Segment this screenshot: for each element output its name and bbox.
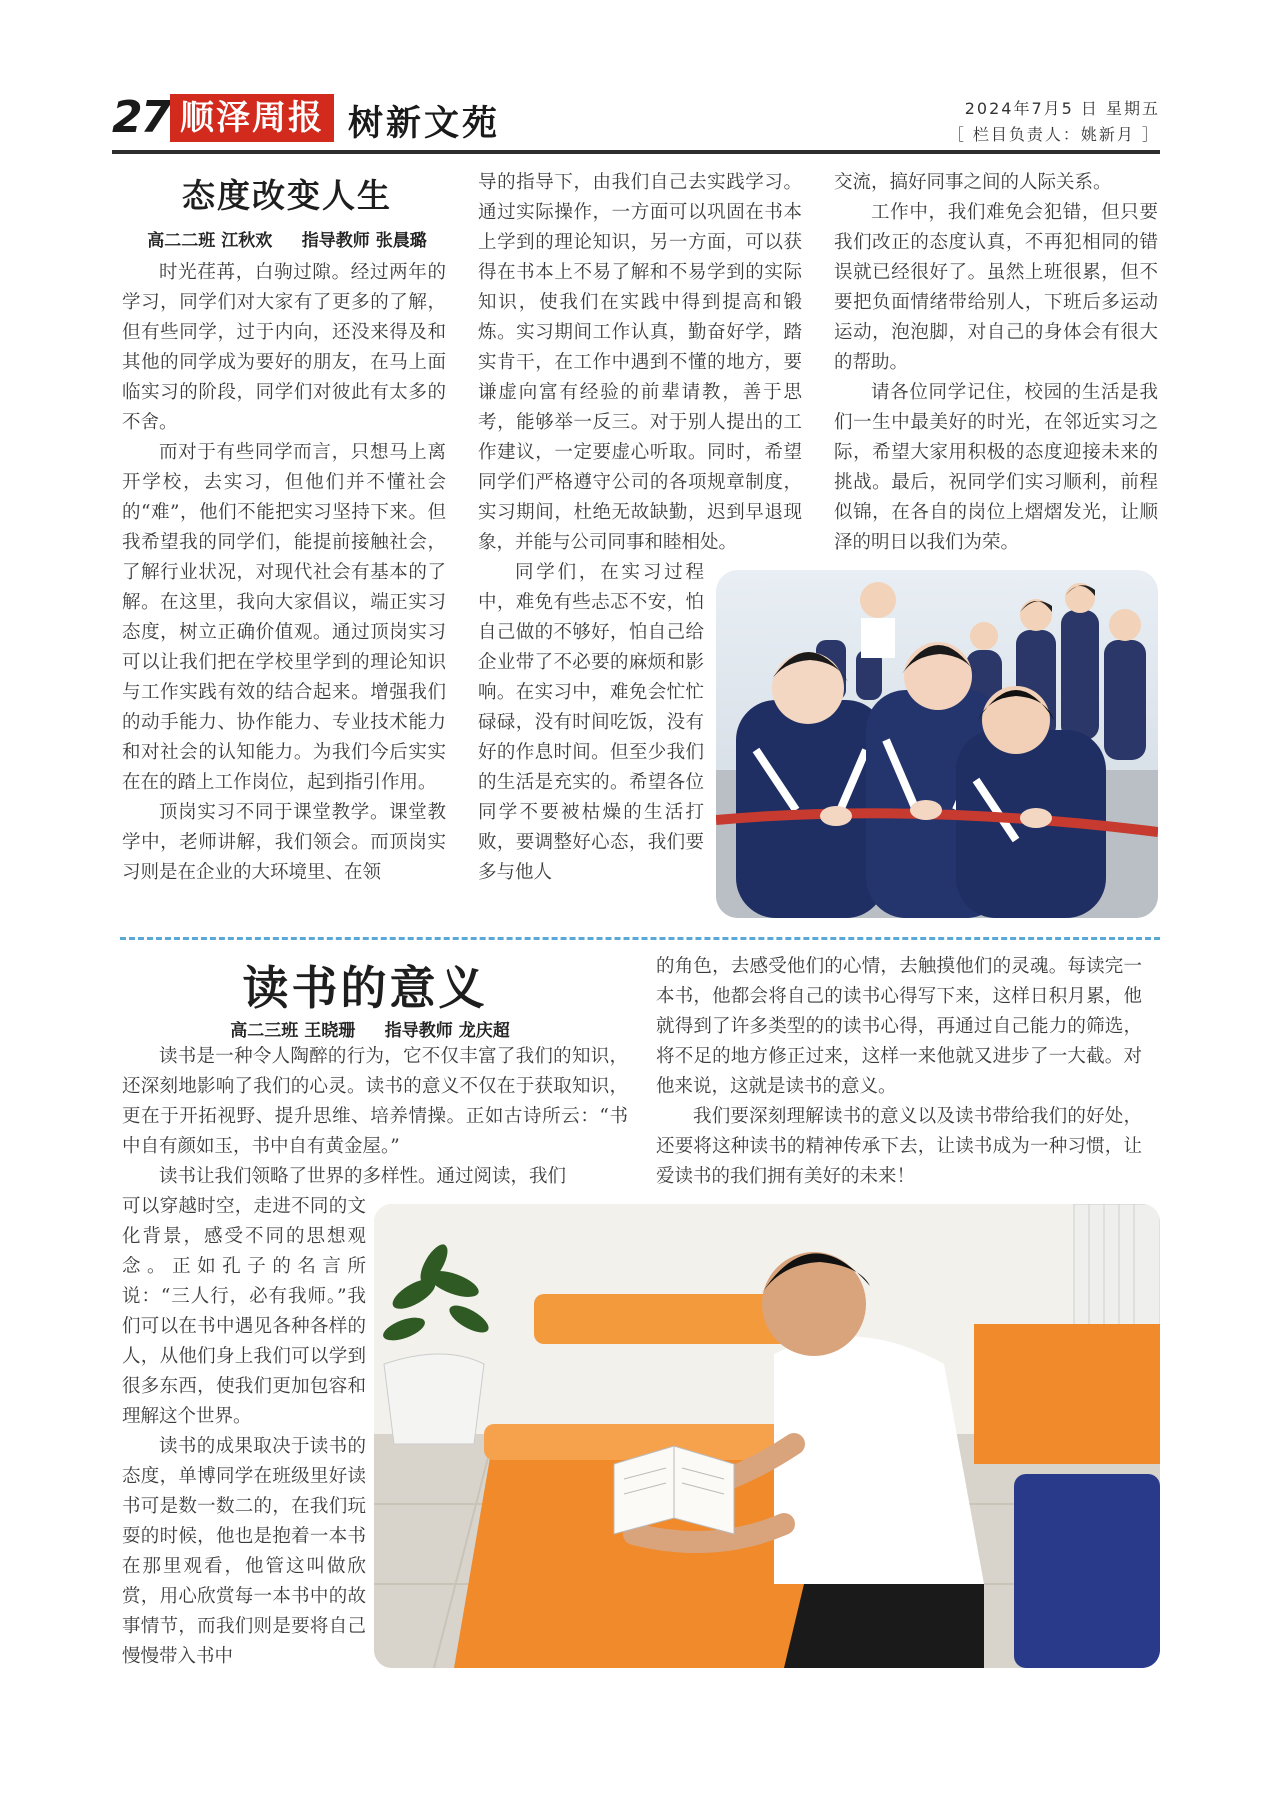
article1-byline: 高二二班 江秋欢 指导教师 张晨璐 [147,231,427,251]
article1-column-3 [834,168,1158,558]
column-editor: ［ 栏目负责人：姚新月 ］ [947,125,1160,144]
paragraph: 导的指导下，由我们自己去实践学习。通过实际操作，一方面可以巩固在书本上学到的理论知识，另一方面，可以获得在书本上不易了解和不易学到的实际知识，使我们在实践中得到提高和锻炼。实习期间工作认真，勤奋好学，踏实肯干，在工作中遇到不懂的地方，要谦虚向富有经验的前辈请教，善于思考，能够举一反三。对于别人提出的工作建议，一定要虚心听取。同时，希望同学们严格遵守公司的各项规章制度，实习期间，杜绝无故缺勤，迟到早退现象，并能与公司同事和睦相处。 [478,172,802,553]
issue-date: 2024年7月5 日 星期五 [964,99,1160,118]
section-divider [120,937,1160,940]
paragraph: 工作中，我们难免会犯错，但只要我们改正的态度认真，不再犯相同的错误就已经很好了。虽然上班很累，但不要把负面情绪带给别人，下班后多运动运动，泡泡脚，对自己的身体会有很大的帮助。 [834,202,1158,373]
article2-right-column [656,952,1142,1192]
paragraph: 请各位同学记住，校园的生活是我们一生中最美好的时光，在邻近实习之际，希望大家用积极的态度迎接未来的挑战。最后，祝同学们实习顺利，前程似锦，在各自的岗位上熠熠发光，让顺泽的明日以我们为荣。 [834,382,1158,553]
page-number: 27 [112,92,170,143]
article1-title: 态度改变人生 [182,176,392,215]
paragraph: 的角色，去感受他们的心情，去触摸他们的灵魂。每读完一本书，他都会将自己的读书心得写下来，这样日积月累，他就得到了许多类型的的读书心得，再通过自己能力的筛选，将不足的地方修正过来，这样一来他就又进步了一大截。对他来说，这就是读书的意义。 [656,956,1142,1097]
header-rule [112,150,1160,154]
article2-left-column [122,1042,628,1192]
paragraph: 同学们，在实习过程中，难免有些忐忑不安，怕自己做的不够好，怕自己给企业带了不必要的麻烦和影响。在实习中，难免会忙忙碌碌，没有时间吃饭，没有好的作息时间。但至少我们的生活是充实的。希望各位同学不要被枯燥的生活打败，要调整好心态，我们要多与他人 [478,562,704,883]
section-title: 树新文苑 [348,104,501,144]
paragraph: 读书是一种令人陶醉的行为，它不仅丰富了我们的知识，还深刻地影响了我们的心灵。读书的意义不仅在于获取知识，更在于开拓视野、提升思维、培养情操。正如古诗所云：“书中自有颜如玉，书中自有黄金屋。” [122,1046,628,1157]
paragraph: 而对于有些同学而言，只想马上离开学校，去实习，但他们并不懂社会的“难”，他们不能把实习坚持下来。但我希望我的同学们，能提前接触社会，了解行业状况，对现代社会有基本的了解。在这里，我向大家倡议，端正实习态度，树立正确价值观。通过顶岗实习可以让我们把在学校里学到的理论知识与工作实践有效的结合起来。增强我们的动手能力、协作能力、专业技术能力和对社会的认知能力。为我们今后实实在在的踏上工作岗位，起到指引作用。 [122,442,446,793]
article2-byline: 高二三班 王晓珊 指导教师 龙庆超 [230,1021,510,1041]
paragraph: 交流，搞好同事之间的人际关系。 [834,172,1112,193]
student-reading-photo [374,1204,1160,1668]
paragraph: 可以穿越时空，走进不同的文化背景，感受不同的思想观念。正如孔子的名言所说：“三人行，必有我师。”我们可以在书中遇见各种各样的人，从他们身上我们可以学到很多东西，使我们更加包容和理解这个世界。 [122,1196,366,1427]
paragraph: 读书的成果取决于读书的态度，单博同学在班级里好读书可是数一数二的，在我们玩耍的时候，他也是抱着一本书在那里观看，他管这叫做欣赏，用心欣赏每一本书中的故事情节，而我们则是要将自己慢慢带入书中 [122,1436,366,1667]
masthead-logo: 顺泽周报 [170,94,334,142]
article2-narrow-column [122,1192,366,1672]
paragraph: 我们要深刻理解读书的意义以及读书带给我们的好处，还要将这种读书的精神传承下去，让读书成为一种习惯，让爱读书的我们拥有美好的未来！ [656,1106,1142,1187]
paragraph: 时光荏苒，白驹过隙。经过两年的学习，同学们对大家有了更多的了解，但有些同学，过于内向，还没来得及和其他的同学成为要好的朋友，在马上面临实习的阶段，同学们对彼此有太多的不舍。 [122,262,446,433]
paragraph: 读书让我们领略了世界的多样性。通过阅读，我们 [159,1166,567,1187]
paragraph: 顶岗实习不同于课堂教学。课堂教学中，老师讲解，我们领会。而顶岗实习则是在企业的大环境里、在领 [122,802,446,883]
article1-column-1 [122,258,446,888]
tug-of-war-photo [716,570,1158,918]
article2-title: 读书的意义 [242,961,488,1015]
